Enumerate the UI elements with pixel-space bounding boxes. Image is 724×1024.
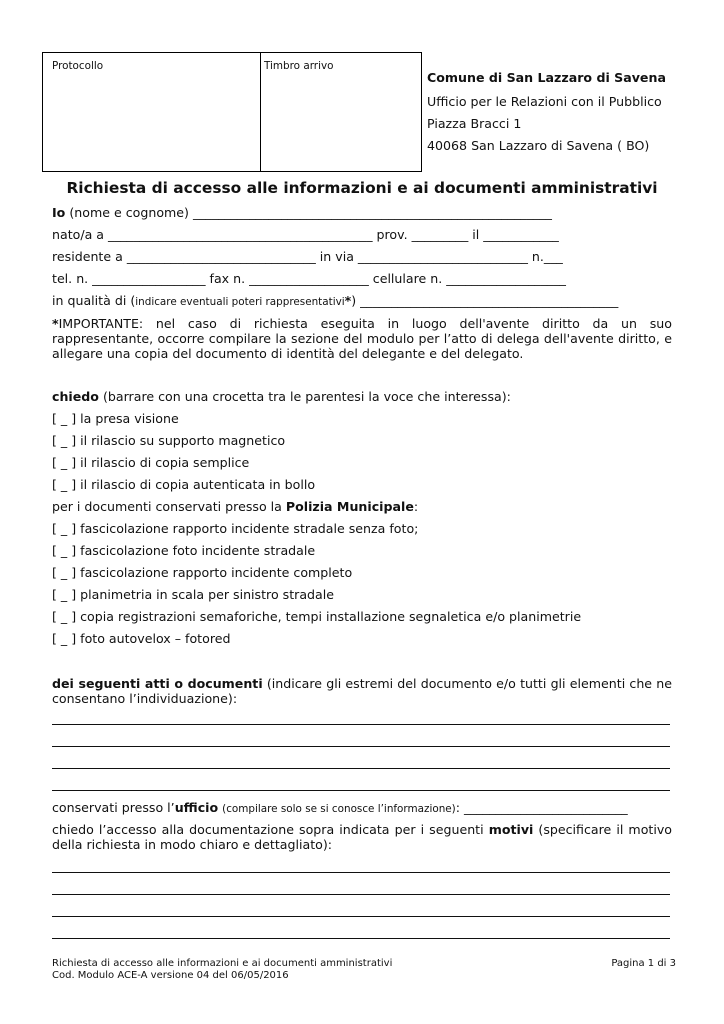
option-presa-visione[interactable]: [ _ ] la presa visione <box>52 411 179 426</box>
footer-module-code: Cod. Modulo ACE-A versione 04 del 06/05/2016 <box>52 970 289 981</box>
qualita-post: ) _________________________________________ <box>351 293 619 308</box>
motivi-post: (specificare il motivo della richiesta in modo chiaro e dettagliato): <box>52 822 672 852</box>
atti-heading <box>52 676 672 706</box>
name-field-line[interactable] <box>52 205 552 220</box>
name-field-text: (nome e cognome) _________________________________________________________ <box>65 205 552 220</box>
motivi-answer-line-3[interactable] <box>52 916 670 917</box>
motivi-answer-line-2[interactable] <box>52 894 670 895</box>
qualita-star: * <box>344 293 352 308</box>
chiedo-note: (barrare con una crocetta tra le parentesi la voce che interessa): <box>98 389 511 404</box>
atti-rest: (indicare gli estremi del documento e/o tutti gli elementi che ne consentano l’individuazione): <box>52 676 672 706</box>
option-foto-incidente[interactable]: [ _ ] fascicolazione foto incidente stradale <box>52 543 316 558</box>
atti-bold: dei seguenti atti o documenti <box>52 676 263 691</box>
motivi-heading <box>52 822 672 852</box>
residence-field-line[interactable]: residente a ______________________________ in via ___________________________ n.___ <box>52 249 563 264</box>
option-rapporto-senza-foto[interactable]: [ _ ] fascicolazione rapporto incidente stradale senza foto; <box>52 521 419 536</box>
page-title: Richiesta di accesso alle informazioni e ai documenti amministrativi <box>66 179 658 197</box>
birth-field-line[interactable]: nato/a a __________________________________________ prov. _________ il ____________ <box>52 227 559 242</box>
polizia-post: : <box>413 499 419 514</box>
ufficio-post: : __________________________ <box>455 800 628 815</box>
polizia-heading <box>52 499 418 514</box>
important-note <box>52 316 672 361</box>
polizia-bold: Polizia Municipale <box>285 499 414 514</box>
protocol-stamp-box <box>42 52 422 172</box>
option-supporto-magnetico[interactable]: [ _ ] il rilascio su supporto magnetico <box>52 433 286 448</box>
ufficio-note: (compilare solo se si conosce l’informazione) <box>222 803 456 815</box>
footer-doc-title: Richiesta di accesso alle informazioni e ai documenti amministrativi <box>52 958 393 969</box>
atti-answer-line-2[interactable] <box>52 746 670 747</box>
option-autovelox[interactable]: [ _ ] foto autovelox – fotored <box>52 631 231 646</box>
qualita-pre: in qualità di ( <box>52 293 136 308</box>
io-label: Io <box>52 205 66 220</box>
important-star: * <box>52 316 59 331</box>
option-copia-semplice[interactable]: [ _ ] il rilascio di copia semplice <box>52 455 250 470</box>
office-street: Piazza Bracci 1 <box>427 116 522 131</box>
footer-page-number: Pagina 1 di 3 <box>611 958 676 969</box>
polizia-pre: per i documenti conservati presso la <box>52 499 286 514</box>
chiedo-label: chiedo <box>52 389 99 404</box>
contact-field-line[interactable]: tel. n. __________________ fax n. ___________________ cellulare n. ___________________ <box>52 271 566 286</box>
ufficio-bold: ufficio <box>174 800 219 815</box>
protocollo-label: Protocollo <box>52 60 104 72</box>
qualita-field-line[interactable] <box>52 293 618 308</box>
motivi-answer-line-4[interactable] <box>52 938 670 939</box>
office-dept: Ufficio per le Relazioni con il Pubblico <box>427 94 662 109</box>
atti-answer-line-1[interactable] <box>52 724 670 725</box>
chiedo-heading <box>52 389 511 404</box>
ufficio-pre: conservati presso l’ <box>52 800 175 815</box>
motivi-pre: chiedo l’accesso alla documentazione sopra indicata per i seguenti <box>52 822 489 837</box>
timbro-arrivo-label: Timbro arrivo <box>264 60 334 72</box>
office-city: 40068 San Lazzaro di Savena ( BO) <box>427 138 650 153</box>
option-registrazioni-semaforiche[interactable]: [ _ ] copia registrazioni semaforiche, tempi installazione segnaletica e/o planimetrie <box>52 609 582 624</box>
motivi-answer-line-1[interactable] <box>52 872 670 873</box>
box-divider <box>260 53 261 171</box>
atti-answer-line-3[interactable] <box>52 768 670 769</box>
important-text: IMPORTANTE: nel caso di richiesta eseguita in luogo dell'avente diritto da un suo rappresentante, occorre compilare la sezione del modulo per l’atto di delega dell'avente diritto, e allegare una copia del documento di identità del delegante e del delegato. <box>52 316 672 361</box>
option-copia-autenticata[interactable]: [ _ ] il rilascio di copia autenticata in bollo <box>52 477 316 492</box>
motivi-bold: motivi <box>488 822 534 837</box>
option-planimetria[interactable]: [ _ ] planimetria in scala per sinistro stradale <box>52 587 335 602</box>
atti-answer-line-4[interactable] <box>52 790 670 791</box>
ufficio-field-line[interactable] <box>52 800 628 815</box>
office-name: Comune di San Lazzaro di Savena <box>427 70 666 85</box>
option-rapporto-completo[interactable]: [ _ ] fascicolazione rapporto incidente completo <box>52 565 353 580</box>
qualita-note: indicare eventuali poteri rappresentativi <box>135 296 345 308</box>
